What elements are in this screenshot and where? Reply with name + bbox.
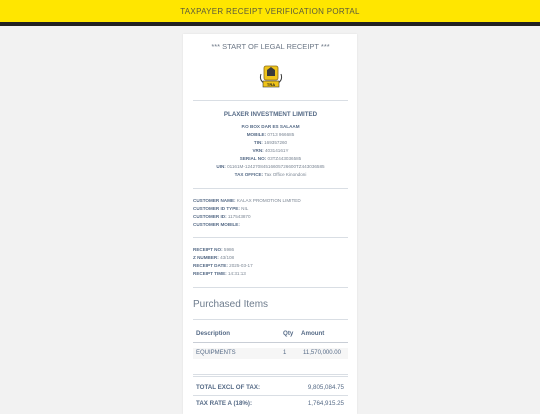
header-amount: Amount [301, 330, 325, 337]
receipt-date: RECEIPT DATE: 2025-03-17 [193, 263, 253, 268]
customer-name: CUSTOMER NAME: KALAX PROMOTION LIMITED [193, 198, 301, 203]
purchased-items-heading: Purchased Items [193, 299, 269, 310]
company-tin: TIN: 169357260 [253, 140, 288, 145]
company-uin: UIN: 01161M-12427084516605726600TZ443036585 [216, 164, 325, 169]
logo-text: TRA [266, 82, 276, 87]
z-number: Z NUMBER: 43/108 [193, 255, 235, 260]
row-qty: 1 [283, 350, 287, 356]
customer-id: CUSTOMER ID: 117543870 [193, 214, 251, 219]
company-vrn: VRN: 40314161Y [252, 148, 289, 153]
table-header-divider [193, 342, 348, 343]
customer-id-type: CUSTOMER ID TYPE: NIL [193, 206, 249, 211]
divider [193, 319, 348, 320]
customer-mobile: CUSTOMER MOBILE: [193, 222, 240, 227]
table-row [193, 348, 348, 359]
row-description: EQUIPMENTS [196, 350, 236, 356]
divider [193, 100, 348, 101]
company-address: P.O BOX DAR ES SALAAM [241, 124, 300, 129]
divider [193, 374, 348, 375]
portal-title: TAXPAYER RECEIPT VERIFICATION PORTAL [180, 6, 360, 16]
tra-logo-icon [258, 62, 284, 90]
company-name: PLAXER INVESTMENT LIMITED [223, 111, 318, 118]
divider [193, 237, 348, 238]
receipt-card: *** START OF LEGAL RECEIPT *** TRA PLAXER INVESTMENT LIMITED P.O BOX DAR ES SALAAM MOBILE: 0713 966685 TIN: 169357260 VRN: 40314161Y SERIAL NO: 03TZ443036585 UIN: 01161M-12427084516605726600TZ443036585 TAX OFFICE: Tax Office Kinondoni CUSTOMER NAME: KALAX PROMOTION LIMITED CUSTOMER ID TYPE: NIL CUSTOMER ID: 117543870 CUSTOMER MOBILE: RECEIPT NO: 5986 Z NUMBER: 43/108 RECEIPT DATE: 2025-03-17 RECEIPT TIME: 14:31:13 Purchased Items Description Qty Amount EQUIPMENTS 1 11,570,000.00 TOTAL EXCL OF TAX: 9,805,084.75 TAX RATE A (18%): 1,764,915.25 [183, 34, 357, 414]
divider [193, 376, 348, 377]
company-tax-office: TAX OFFICE: Tax Office Kinondoni [234, 172, 307, 177]
header-divider [0, 22, 540, 26]
header-qty: Qty [283, 330, 294, 337]
company-mobile: MOBILE: 0713 966685 [246, 132, 295, 137]
divider [193, 395, 348, 396]
divider [193, 188, 348, 189]
company-serial: SERIAL NO: 03TZ443036585 [239, 156, 302, 161]
divider [193, 287, 348, 288]
row-amount: 11,570,000.00 [303, 350, 341, 356]
portal-header [0, 0, 540, 22]
header-description: Description [196, 330, 231, 337]
receipt-start-text: *** START OF LEGAL RECEIPT *** [211, 42, 330, 51]
receipt-time: RECEIPT TIME: 14:31:13 [193, 271, 246, 276]
receipt-number: RECEIPT NO: 5986 [193, 247, 235, 252]
